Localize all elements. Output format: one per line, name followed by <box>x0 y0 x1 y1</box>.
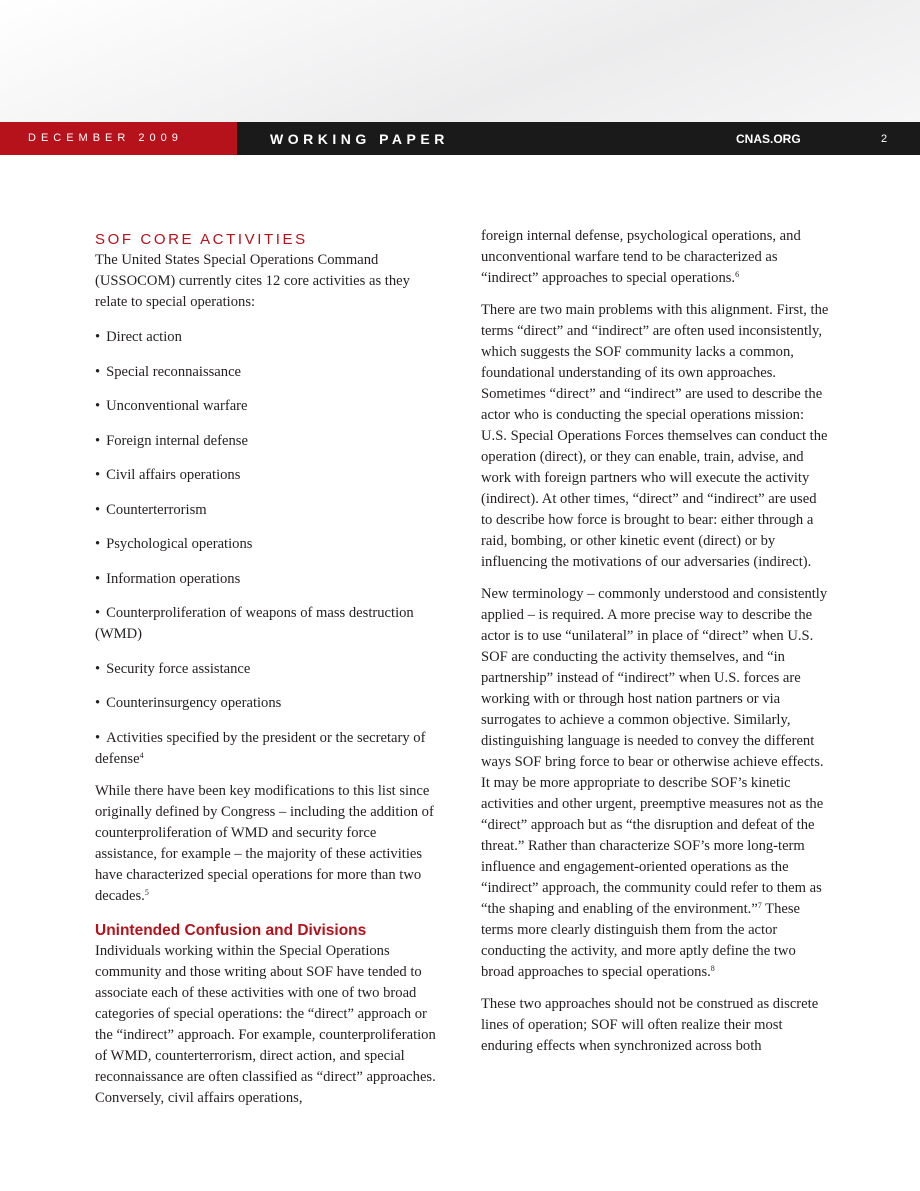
terminology-paragraph: New terminology – commonly understood and consistently applied – is required. A more precise way to describe the actor is to use “unilateral” in place of “direct” when U.S. SOF are conducting the activity themselves, and “in partnership” instead of “indirect” when U.S. forces are working with or through host nation partners or via surrogates to achieve a common objective. Similarly, distinguishing language is needed to convey the different ways SOF bring force to bear or otherwise achieve effects. It may be more appropriate to describe SOF’s kinetic activities and other urgent, preemptive measures not as the “direct” approach but as “the disruption and defeat of the threat.” Rather than characterize SOF’s more long-term influence and engagement-oriented operations as the “indirect” approach, the community could refer to them as “the shaping and enabling of the environment.”$^7$ These terms more clearly distinguish them from the actor conducting the activity, and more aptly define the two broad approaches to special operations.$^8$ <box>481 586 828 980</box>
synchronized-paragraph: These two approaches should not be construed as discrete lines of operation; SOF will often realize their most enduring effects when synchronized across both <box>481 996 819 1054</box>
list-item-text: Direct action <box>106 329 182 345</box>
list-item-text: Security force assistance <box>106 660 251 677</box>
list-item: • Counterinsurgency operations <box>95 695 282 711</box>
page-top-gradient <box>0 0 920 122</box>
list-item: • Direct action <box>95 329 182 345</box>
modifications-paragraph: While there have been key modifications to this list since originally defined by Congress – including the addition of counterproliferation of WMD and security force assistance, for example – the majority of these activities have characterized special operations for more than two decades.$^5$ <box>95 782 434 904</box>
list-item: • Unconventional warfare <box>95 398 248 414</box>
core-activities-list <box>95 327 440 770</box>
left-column <box>84 226 440 1120</box>
list-item: • Activities specified by the president or the secretary of defense$^4$ <box>95 729 426 767</box>
footnote-ref: 8 <box>710 964 715 973</box>
continuation-paragraph: foreign internal defense, psychological operations, and unconventional warfare tend to be characterized as “indirect” approaches to special operations.$^6$ <box>481 228 801 286</box>
list-item-text: Civil affairs operations <box>106 467 241 483</box>
section-heading: SOF CORE ACTIVITIES <box>95 231 308 248</box>
list-item-text: Information operations <box>106 570 241 587</box>
list-item: • Information operations <box>95 570 241 587</box>
list-item-text: Counterterrorism <box>106 501 207 518</box>
list-item: • Special reconnaissance <box>95 363 242 380</box>
list-item: • Counterproliferation of weapons of mass destruction (WMD) <box>95 605 414 642</box>
list-item: • Civil affairs operations <box>95 467 241 483</box>
list-item-text: Counterproliferation of weapons of mass destruction (WMD) <box>95 605 414 642</box>
list-item: • Psychological operations <box>95 536 253 552</box>
problems-paragraph: There are two main problems with this alignment. First, the terms “direct” and “indirect” are often used inconsistently, which suggests the SOF community lacks a common, foundational understanding of its own approaches. Sometimes “direct” and “indirect” are used to describe the actor who is conducting the special operations mission: U.S. Special Operations Forces themselves can conduct the operation (direct), or they can enable, train, advise, and work with foreign partners who will execute the activity (indirect). At other times, “direct” and “indirect” are used to describe how force is brought to bear: either through a raid, bombing, or other kinetic event (direct) or by influencing the motivations of our adversaries (indirect). <box>481 302 829 570</box>
list-item: • Foreign internal defense <box>95 432 248 449</box>
header-bar <box>0 122 920 155</box>
header-site: CNAS.ORG <box>736 132 801 146</box>
list-item-text: Special reconnaissance <box>106 363 242 380</box>
footnote-ref: 5 <box>144 887 149 897</box>
list-item-text: Unconventional warfare <box>106 398 248 414</box>
footnote-ref: 7 <box>757 901 762 910</box>
individuals-paragraph: Individuals working within the Special Operations community and those writing about SOF have tended to associate each of these activities with one of two broad categories of special operations: the “direct” approach or the “indirect” approach. For example, counterproliferation of WMD, counterterrorism, direct action, and special reconnaissance are often classified as “direct” approaches. Conversely, civil affairs operations, <box>95 942 436 1106</box>
header-title: WORKING PAPER <box>270 131 449 147</box>
list-item-text: Activities specified by the president or the secretary of defense <box>95 729 426 767</box>
footnote-ref: 4 <box>139 750 144 760</box>
list-item-text: Psychological operations <box>106 536 253 552</box>
list-item-text: Foreign internal defense <box>106 432 248 449</box>
header-date: DECEMBER 2009 <box>0 122 237 155</box>
intro-paragraph: The United States Special Operations Command (USSOCOM) currently cites 12 core activities as they relate to special operations: <box>95 252 410 310</box>
right-column <box>481 226 831 1068</box>
page-number: 2 <box>881 133 888 145</box>
subheading: Unintended Confusion and Divisions <box>95 921 367 939</box>
footnote-ref: 6 <box>735 270 740 279</box>
list-item-text: Counterinsurgency operations <box>106 695 282 711</box>
list-item: • Counterterrorism <box>95 501 207 518</box>
list-item: • Security force assistance <box>95 660 251 677</box>
